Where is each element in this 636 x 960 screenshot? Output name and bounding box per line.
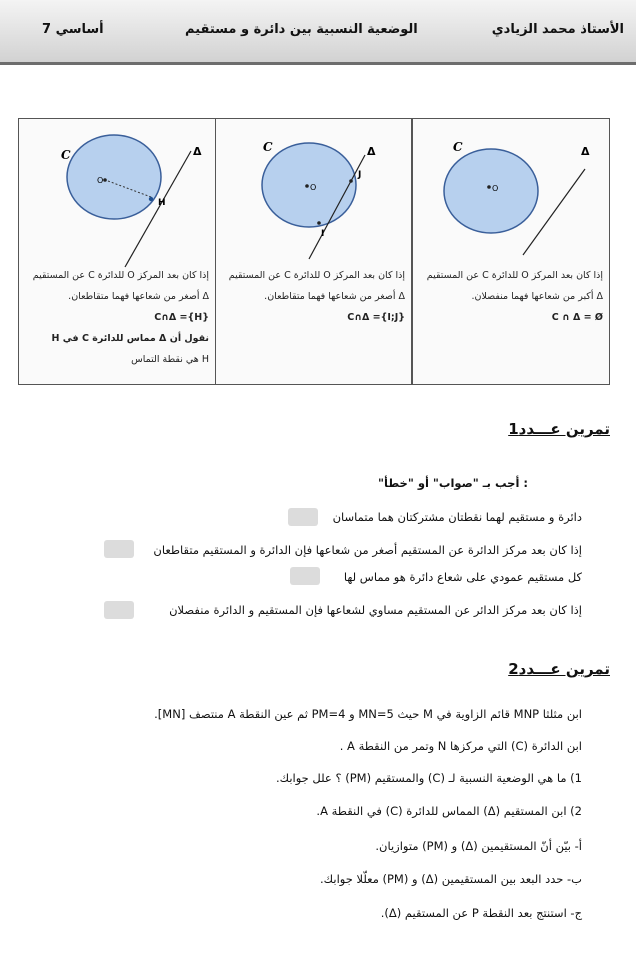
center-point <box>487 185 491 189</box>
line-label: Δ <box>193 145 202 158</box>
center-label: O <box>310 183 317 192</box>
center-point <box>103 178 107 182</box>
figure-tangent-note2: H هي نقطة التماس <box>131 354 209 365</box>
figure-intersecting-text: إذا كان بعد المركز O للدائرة C عن المستقيم Δ أصغر من شعاعها فهما متقاطعان. <box>228 270 405 302</box>
line-label: Δ <box>581 145 590 158</box>
circle-label: C <box>61 148 71 162</box>
figure-tangent-note1: نقول أن Δ مماس للدائرة C في H <box>51 333 209 344</box>
exercise2-line-7: ج- استنتج بعد النقطة P عن المستقيم (Δ). <box>380 906 582 920</box>
figure-intersecting-diagram <box>215 119 411 384</box>
exercise1-item-3: كل مستقيم عمودي على شعاع دائرة هو مماس لها <box>343 570 582 584</box>
point-i <box>317 221 321 225</box>
exercise2-line-2: ابن الدائرة (C) التي مركزها N وتمر من النقطة A . <box>339 739 582 753</box>
figure-intersecting-formula: C∩Δ ={I;J} <box>347 312 405 323</box>
circle-shape <box>444 149 538 233</box>
center-label: O <box>492 184 499 193</box>
teacher-name: الأستاذ محمد الزيادي <box>491 22 624 37</box>
circle-label: C <box>453 140 463 154</box>
figure-intersecting <box>214 118 412 385</box>
figure-separate-diagram <box>413 119 609 384</box>
figure-tangent-formula: C∩Δ ={H} <box>154 312 209 323</box>
figure-separate-text: إذا كان بعد المركز O للدائرة C عن المستقيم Δ أكبر من شعاعها فهما منفصلان. <box>426 270 603 302</box>
line-label: Δ <box>367 145 376 158</box>
point-h <box>149 197 153 201</box>
exercise1-item-2: إذا كان بعد مركز الدائرة عن المستقيم أصغر من شعاعها فإن الدائرة و المستقيم متقاطعان <box>153 543 582 557</box>
point-j-label: J <box>358 170 362 180</box>
exercise2-line-4: 2) ابن المستقيم (Δ) المماس للدائرة (C) في النقطة A. <box>316 804 582 818</box>
point-j <box>349 179 353 183</box>
circle-label: C <box>263 140 273 154</box>
exercise2-line-3: 1) ما هي الوضعية النسبية لـ (C) والمستقيم (PM) ؟ علل جوابك. <box>275 771 582 785</box>
page-header <box>0 0 636 65</box>
point-h-label: H <box>158 198 166 208</box>
exercise1-instruction: : أجب بـ "صواب" أو "خطأ" <box>378 476 528 490</box>
center-point <box>305 184 309 188</box>
center-label: O <box>97 176 104 185</box>
answer-box-2[interactable] <box>104 540 134 558</box>
answer-box-4[interactable] <box>104 601 134 619</box>
exercise1-item-1: دائرة و مستقيم لهما نقطتان مشتركتان هما متماسان <box>332 510 582 524</box>
figure-separate <box>412 118 610 385</box>
exercise2-line-1: ابن مثلثا MNP قائم الزاوية في M حيث MN=5 و PM=4 ثم عين النقطة A منتصف [MN]. <box>154 707 582 721</box>
figure-tangent <box>18 118 216 385</box>
circle-shape <box>262 143 356 227</box>
exercise2-line-5: أ- بيّن أنّ المستقيمين (Δ) و (PM) متوازيان. <box>375 839 582 853</box>
exercise1-item-4: إذا كان بعد مركز الدائر عن المستقيم مساوي لشعاعها فإن المستقيم و الدائرة منفصلان <box>169 603 582 617</box>
exercise1-title: تمرين عـــدد1 <box>508 420 610 438</box>
exercise2-line-6: ب- حدد البعد بين المستقيمين (Δ) و (PM) معلّلا جوابك. <box>320 872 582 886</box>
figure-tangent-text: إذا كان بعد المركز O للدائرة C عن المستقيم Δ أصغر من شعاعها فهما متقاطعان. <box>32 270 209 302</box>
circle-shape <box>67 135 161 219</box>
lesson-title: الوضعية النسبية بين دائرة و مستقيم <box>185 22 418 37</box>
answer-box-3[interactable] <box>290 567 320 585</box>
exercise2-title: تمرين عـــدد2 <box>508 660 610 678</box>
point-i-label: I <box>321 229 325 239</box>
answer-box-1[interactable] <box>288 508 318 526</box>
figure-separate-formula: C ∩ Δ = Ø <box>551 312 603 323</box>
grade-level: 7 أساسي <box>42 22 104 37</box>
